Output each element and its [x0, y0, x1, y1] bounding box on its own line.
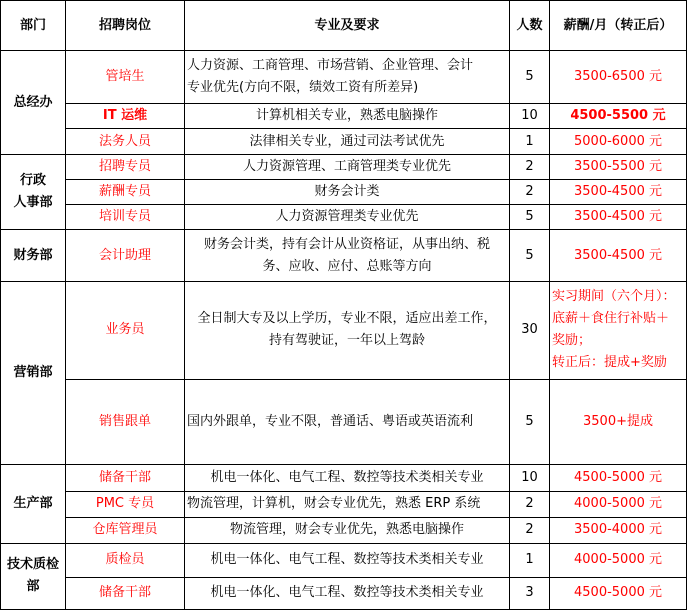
position-cell: 业务员	[66, 282, 185, 379]
dept-qa: 技术质检 部	[1, 543, 66, 609]
count-cell: 3	[510, 577, 550, 609]
position-cell: IT 运维	[66, 104, 185, 129]
dept-sales: 营销部	[1, 282, 66, 464]
position-cell: 招聘专员	[66, 155, 185, 180]
count-cell: 10	[510, 104, 550, 129]
position-cell: PMC 专员	[66, 491, 185, 517]
salary-cell: 3500-4500 元	[550, 230, 687, 282]
count-cell: 2	[510, 517, 550, 543]
requirements-cell: 财务会计类	[185, 180, 510, 205]
requirements-cell: 机电一体化、电气工程、数控等技术类相关专业	[185, 577, 510, 609]
header-salary: 薪酬/月（转正后）	[550, 1, 687, 51]
header-position: 招聘岗位	[66, 1, 185, 51]
salary-cell: 3500-4500 元	[550, 205, 687, 230]
requirements-cell: 国内外跟单，专业不限，普通话、粤语或英语流利	[185, 379, 510, 464]
table-row	[1, 129, 687, 155]
count-cell: 10	[510, 464, 550, 491]
salary-cell: 3500-5500 元	[550, 155, 687, 180]
dept-general: 总经办	[1, 51, 66, 155]
header-requirements: 专业及要求	[185, 1, 510, 51]
count-cell: 5	[510, 51, 550, 104]
salary-cell: 4500-5000 元	[550, 464, 687, 491]
salary-cell: 3500+提成	[550, 379, 687, 464]
requirements-cell: 物流管理，财会专业优先，熟悉电脑操作	[185, 517, 510, 543]
count-cell: 2	[510, 491, 550, 517]
salary-cell: 实习期间（六个月）： 底薪＋食住行补贴＋ 奖励； 转正后：提成+奖励	[550, 282, 687, 379]
salary-cell: 5000-6000 元	[550, 129, 687, 155]
position-cell: 销售跟单	[66, 379, 185, 464]
dept-production: 生产部	[1, 464, 66, 543]
dept-finance: 财务部	[1, 230, 66, 282]
table-row	[1, 230, 687, 282]
position-cell: 管培生	[66, 51, 185, 104]
count-cell: 5	[510, 379, 550, 464]
table-row	[1, 104, 687, 129]
table-row	[1, 282, 687, 379]
requirements-cell: 机电一体化、电气工程、数控等技术类相关专业	[185, 543, 510, 577]
count-cell: 2	[510, 180, 550, 205]
header-count: 人数	[510, 1, 550, 51]
count-cell: 1	[510, 129, 550, 155]
requirements-cell: 全日制大专及以上学历，专业不限，适应出差工作， 持有驾驶证，一年以上驾龄	[185, 282, 510, 379]
requirements-cell: 计算机相关专业，熟悉电脑操作	[185, 104, 510, 129]
header-dept: 部门	[1, 1, 66, 51]
count-cell: 30	[510, 282, 550, 379]
count-cell: 2	[510, 155, 550, 180]
table-row	[1, 517, 687, 543]
requirements-cell: 人力资源、工商管理、市场营销、企业管理、会计 专业优先(方向不限，绩效工资有所差异)	[185, 51, 510, 104]
requirements-cell: 法律相关专业，通过司法考试优先	[185, 129, 510, 155]
position-cell: 培训专员	[66, 205, 185, 230]
salary-cell: 3500-4000 元	[550, 517, 687, 543]
table-row	[1, 51, 687, 104]
salary-cell: 3500-6500 元	[550, 51, 687, 104]
count-cell: 1	[510, 543, 550, 577]
salary-cell: 4500-5500 元	[550, 104, 687, 129]
table-row	[1, 543, 687, 577]
requirements-cell: 物流管理，计算机，财会专业优先，熟悉 ERP 系统	[185, 491, 510, 517]
salary-cell: 3500-4500 元	[550, 180, 687, 205]
dept-admin: 行政 人事部	[1, 155, 66, 230]
table-row	[1, 205, 687, 230]
table-row	[1, 491, 687, 517]
requirements-cell: 财务会计类，持有会计从业资格证，从事出纳、税 务、应收、应付、总账等方向	[185, 230, 510, 282]
position-cell: 会计助理	[66, 230, 185, 282]
count-cell: 5	[510, 205, 550, 230]
table-row	[1, 464, 687, 491]
table-row	[1, 379, 687, 464]
salary-cell: 4000-5000 元	[550, 543, 687, 577]
requirements-cell: 人力资源管理、工商管理类专业优先	[185, 155, 510, 180]
salary-cell: 4500-5000 元	[550, 577, 687, 609]
table-row	[1, 180, 687, 205]
salary-cell: 4000-5000 元	[550, 491, 687, 517]
header-row	[1, 1, 687, 51]
position-cell: 质检员	[66, 543, 185, 577]
position-cell: 薪酬专员	[66, 180, 185, 205]
position-cell: 储备干部	[66, 577, 185, 609]
count-cell: 5	[510, 230, 550, 282]
position-cell: 仓库管理员	[66, 517, 185, 543]
table-row	[1, 577, 687, 609]
requirements-cell: 机电一体化、电气工程、数控等技术类相关专业	[185, 464, 510, 491]
table-row	[1, 155, 687, 180]
position-cell: 储备干部	[66, 464, 185, 491]
position-cell: 法务人员	[66, 129, 185, 155]
requirements-cell: 人力资源管理类专业优先	[185, 205, 510, 230]
